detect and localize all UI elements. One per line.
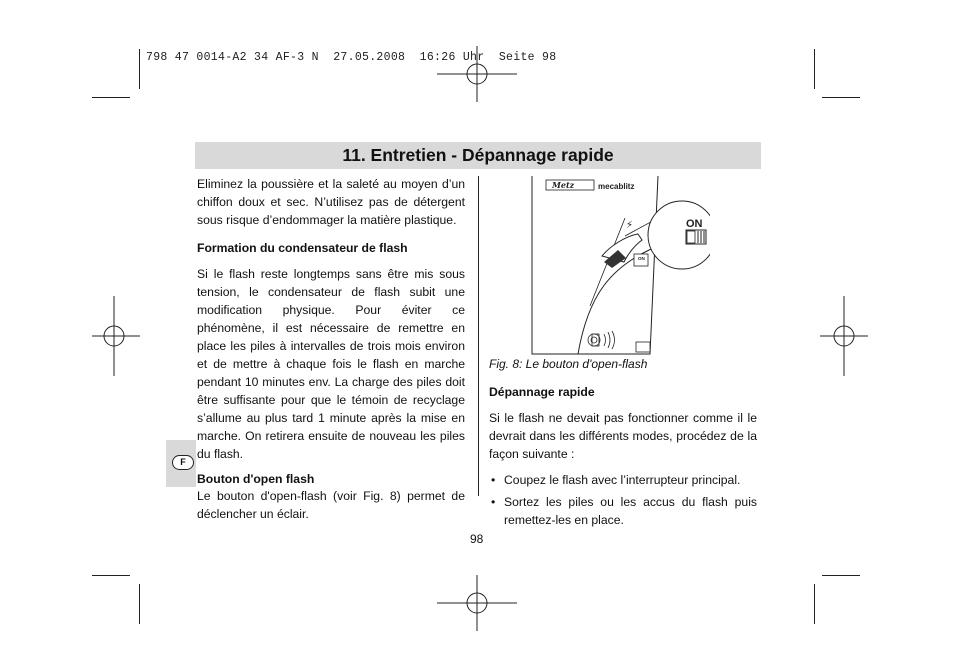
figure-caption: Fig. 8: Le bouton d'open-flash [489, 357, 648, 371]
print-header: 798 47 0014-A2 34 AF-3 N 27.05.2008 16:26 Uhr Seite 98 [146, 51, 557, 64]
intro-paragraph: Eliminez la poussière et la saleté au moyen d’un chiffon doux et sec. N’utilisez pas de détergent sous risque d’endommager la matière plastique. [197, 177, 465, 227]
right-column [489, 383, 757, 533]
page-title: 11. Entretien - Dépannage rapide [342, 145, 614, 165]
language-tab [166, 440, 196, 487]
left-column [197, 175, 465, 523]
mecablitz-brand-text: mecablitz [598, 182, 635, 191]
troubleshooting-paragraph: Si le flash ne devait pas fonctionner comme il le devrait dans les différents modes, procédez de la façon suivante : [489, 411, 757, 461]
title-bar [195, 142, 761, 169]
switch-label-large: ON [686, 218, 703, 230]
language-badge: F [172, 455, 194, 470]
list-item: • Coupez le flash avec l’interrupteur principal. [489, 471, 757, 489]
registration-mark-top [437, 46, 517, 102]
registration-mark-right [820, 296, 868, 376]
section-heading-capacitor: Formation du condensateur de flash [197, 241, 408, 255]
page-number: 98 [470, 532, 484, 546]
switch-magnifier [630, 190, 710, 275]
section-heading-troubleshooting: Dépannage rapide [489, 385, 595, 399]
list-item: • Sortez les piles ou les accus du flash puis remettez-les en place. [489, 493, 757, 529]
registration-mark-bottom [437, 575, 517, 631]
open-flash-paragraph: Le bouton d'open-flash (voir Fig. 8) permet de déclencher un éclair. [197, 489, 465, 521]
capacitor-paragraph: Si le flash reste longtemps sans être mis sous tension, le condensateur de flash subit une modification physique. Pour éviter ce phénomène, il est nécessaire de remettre en place les piles à intervalles de trois mois environ et de mettre à chaque fois le flash en marche pendant 10 minutes env. La charge des piles doit être suffisante pour que le témoin de recyclage s’allume au plus tard 1 minute après la mise en marche. On retirera ensuite de nouveau les piles du flash. [197, 267, 465, 461]
switch-label-small: ON [638, 256, 645, 261]
registration-mark-left [92, 296, 140, 376]
column-divider [478, 176, 479, 496]
section-heading-open-flash: Bouton d'open flash [197, 472, 315, 486]
troubleshooting-list [489, 471, 757, 529]
svg-text:⚡: ⚡ [626, 220, 634, 231]
metz-logo-text: Metz [552, 180, 575, 190]
